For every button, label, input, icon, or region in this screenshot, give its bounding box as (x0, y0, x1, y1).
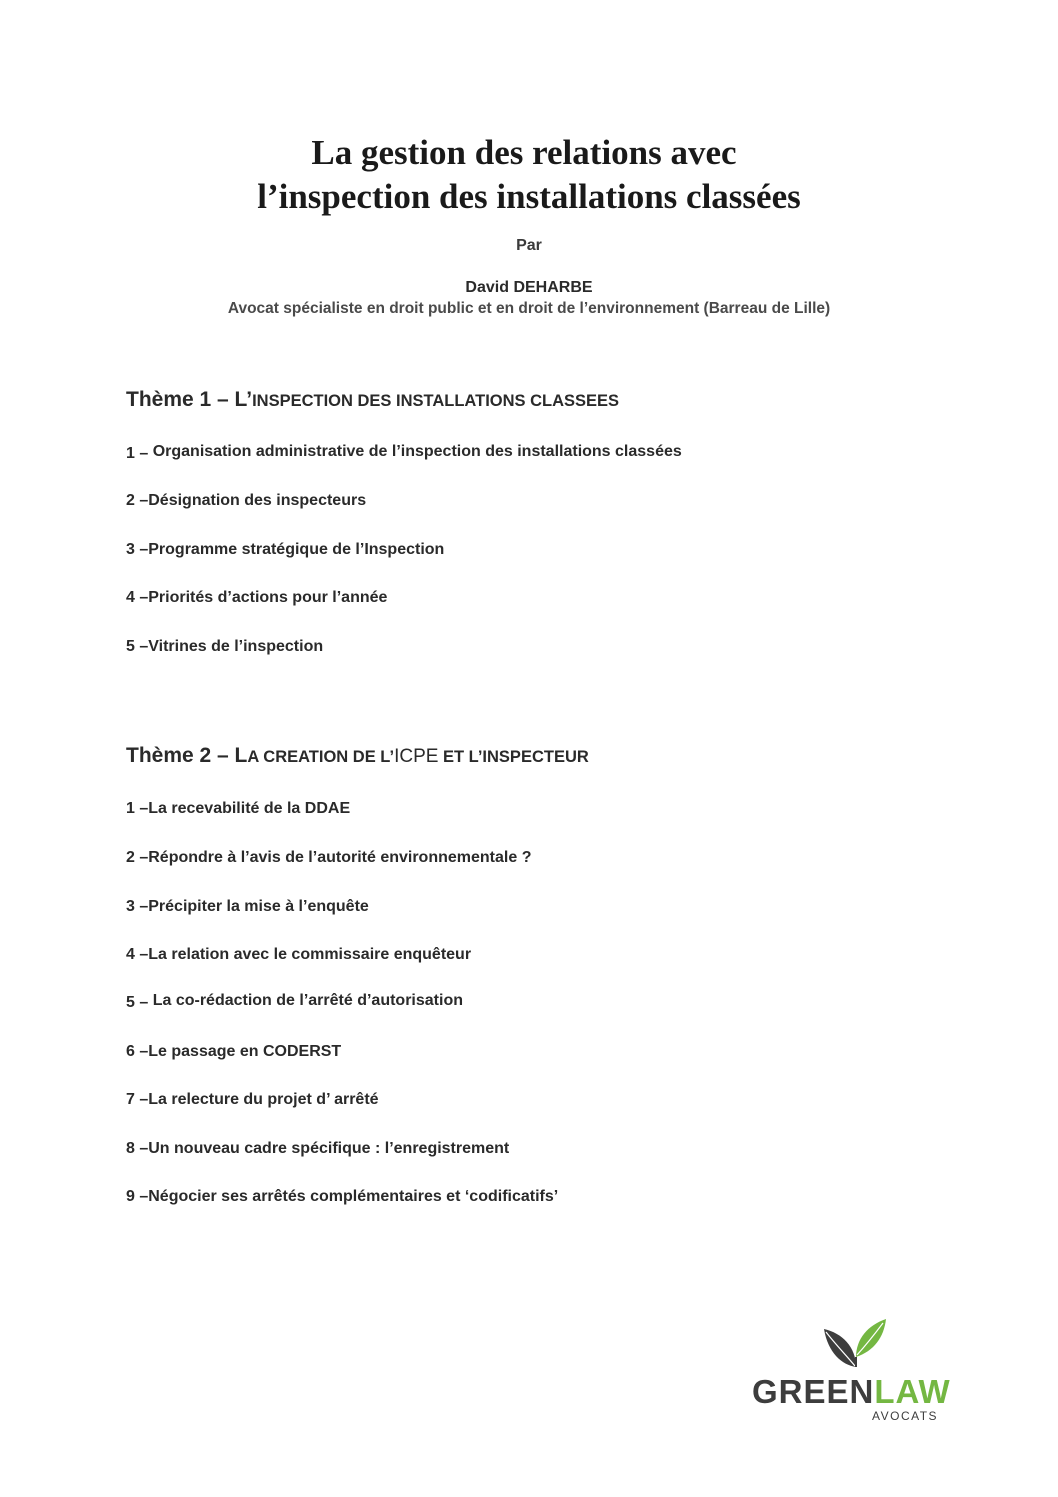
item-text: Un nouveau cadre spécifique : l’enregistrement (148, 1140, 510, 1157)
theme-2-item-1 (126, 800, 350, 818)
theme-2-title-part2: ET L’INSPECTEUR (438, 748, 589, 766)
theme-2-title-part1: A CREATION DE L’ (247, 748, 395, 766)
item-number: 1 – (126, 445, 149, 462)
theme-2-item-7 (126, 1091, 379, 1109)
theme-2-title-icpe: ICPE (394, 746, 439, 767)
item-number: 8 – (126, 1140, 149, 1157)
theme-1-item-2 (126, 492, 366, 510)
theme-2-item-3 (126, 898, 369, 916)
item-number: 3 – (126, 541, 149, 558)
item-text: La relecture du projet d’ arrêté (148, 1091, 379, 1108)
item-number: 5 – (126, 994, 149, 1011)
logo-word-green: GREEN (752, 1373, 875, 1410)
author-name: David DEHARBE (465, 279, 593, 296)
theme-1-item-3 (126, 541, 444, 559)
theme-2-separator: – L (211, 744, 248, 767)
item-number: 2 – (126, 849, 149, 866)
document-title-line2: l’inspection des installations classées (257, 177, 801, 216)
theme-1-item-4 (126, 589, 387, 607)
item-text: Le passage en CODERST (148, 1043, 342, 1060)
item-number: 4 – (126, 946, 149, 963)
byline-par: Par (516, 237, 542, 254)
theme-2-item-5 (126, 992, 463, 1010)
item-number: 6 – (126, 1043, 149, 1060)
item-text: Négocier ses arrêtés complémentaires et ‘codificatifs’ (148, 1188, 559, 1205)
item-number: 4 – (126, 589, 149, 606)
theme-1-item-1 (126, 443, 682, 461)
item-text: Programme stratégique de l’Inspection (148, 541, 445, 558)
item-number: 5 – (126, 638, 149, 655)
theme-1-separator: – L’ (211, 388, 253, 411)
item-text: Répondre à l’avis de l’autorité environnementale ? (148, 849, 532, 866)
item-text: Désignation des inspecteurs (148, 492, 367, 509)
item-number: 7 – (126, 1091, 149, 1108)
theme-2-item-9 (126, 1188, 558, 1206)
item-number: 3 – (126, 898, 149, 915)
theme-1-heading (126, 388, 619, 412)
item-number: 9 – (126, 1188, 149, 1205)
theme-1-title: INSPECTION DES INSTALLATIONS CLASSEES (252, 392, 620, 410)
logo-subtitle: AVOCATS (872, 1409, 939, 1423)
theme-2-item-6 (126, 1043, 341, 1061)
item-text: La recevabilité de la DDAE (148, 800, 351, 817)
item-text: Organisation administrative de l’inspection des installations classées (148, 443, 682, 460)
author-title: Avocat spécialiste en droit public et en droit de l’environnement (Barreau de Lille) (227, 300, 831, 317)
item-text: Priorités d’actions pour l’année (148, 589, 388, 606)
theme-1-label: Thème 1 (126, 388, 212, 411)
theme-2-heading (126, 744, 589, 768)
document-title-line1: La gestion des relations avec (311, 133, 737, 172)
theme-2-item-4 (126, 946, 471, 964)
theme-2-label: Thème 2 (126, 744, 212, 767)
item-text: La co-rédaction de l’arrêté d’autorisation (148, 992, 463, 1009)
item-text: Précipiter la mise à l’enquête (148, 898, 369, 915)
theme-2-item-8 (126, 1140, 509, 1158)
greenlaw-wordmark (752, 1374, 951, 1410)
item-text: Vitrines de l’inspection (148, 638, 324, 655)
theme-1-item-5 (126, 638, 323, 656)
logo-word-law: LAW (874, 1373, 951, 1410)
theme-2-item-2 (126, 849, 531, 867)
item-number: 2 – (126, 492, 149, 509)
item-number: 1 – (126, 800, 149, 817)
item-text: La relation avec le commissaire enquêteur (148, 946, 472, 963)
